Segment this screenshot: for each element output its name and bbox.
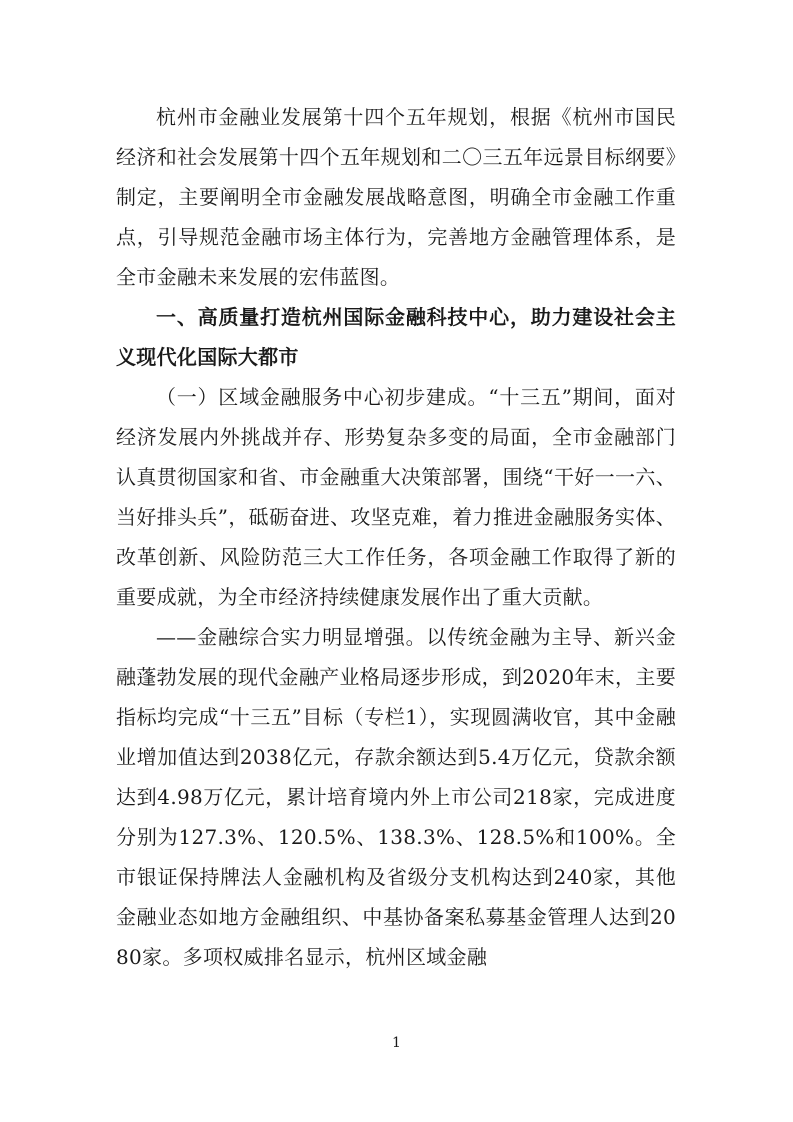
subsection-paragraph: （一）区域金融服务中心初步建成。“十三五”期间，面对经济发展内外挑战并存、形势复杂多变的局面，全市金融部门认真贯彻国家和省、市金融重大决策部署，围绕“干好一一六、当好排头兵”，砥砺奋进、攻坚克难，着力推进金融服务实体、改革创新、风险防范三大工作任务，各项金融工作取得了新的重要成就，为全市经济持续健康发展作出了重大贡献。 xyxy=(116,385,676,609)
intro-paragraph: 杭州市金融业发展第十四个五年规划，根据《杭州市国民经济和社会发展第十四个五年规划和二〇三五年远景目标纲要》制定，主要阐明全市金融发展战略意图，明确全市金融工作重点，引导规范金融市场主体行为，完善地方金融管理体系，是全市金融未来发展的宏伟蓝图。 xyxy=(116,105,676,289)
document-body xyxy=(116,97,676,977)
page-number: 1 xyxy=(392,1035,401,1051)
section-heading: 一、高质量打造杭州国际金融科技中心，助力建设社会主义现代化国际大都市 xyxy=(116,305,676,369)
point-paragraph: ——金融综合实力明显增强。以传统金融为主导、新兴金融蓬勃发展的现代金融产业格局逐步形成，到2020年末，主要指标均完成“十三五”目标（专栏1），实现圆满收官，其中金融业增加值达到2038亿元，存款余额达到5.4万亿元，贷款余额达到4.98万亿元，累计培育境内外上市公司218家，完成进度分别为127.3%、120.5%、138.3%、128.5%和100%。全市银证保持牌法人金融机构及省级分支机构达到240家，其他金融业态如地方金融组织、中基协备案私募基金管理人达到2080家。多项权威排名显示，杭州区域金融 xyxy=(116,625,676,969)
